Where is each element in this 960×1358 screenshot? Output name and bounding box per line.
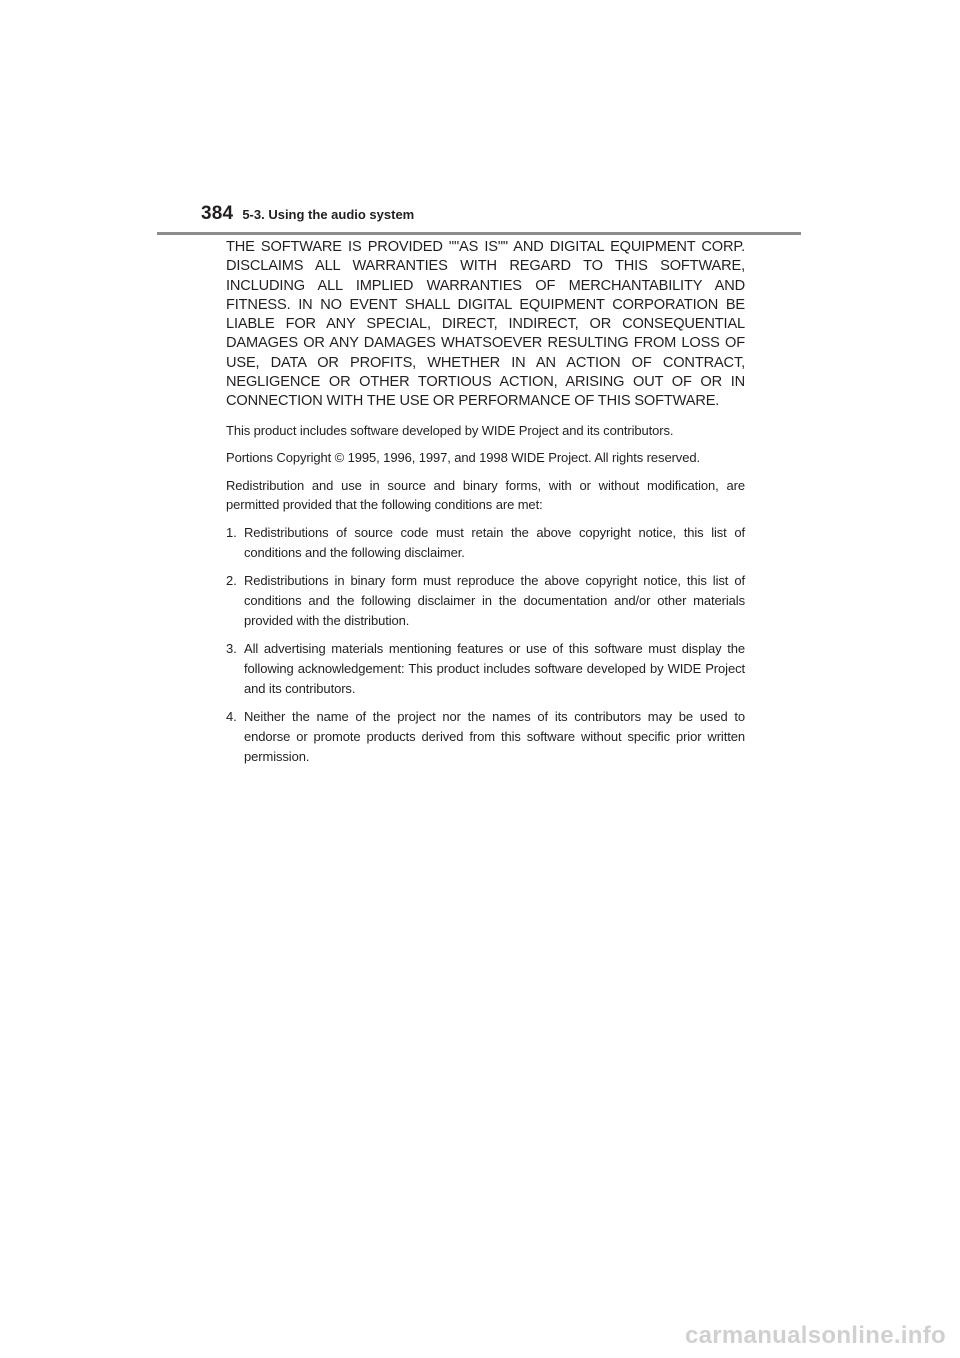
page-number: 384 (201, 203, 234, 224)
page-content (226, 238, 745, 775)
list-item-text: All advertising materials mentioning features or use of this software must display the following acknowledgement: This product includes software developed by WIDE Project and its contributors. (244, 640, 745, 696)
redistribution-intro: Redistribution and use in source and binary forms, with or without modification, are permitted provided that the following conditions are met: (226, 477, 745, 513)
list-item-text: Redistributions in binary form must reproduce the above copyright notice, this list of conditions and the following disclaimer in the documentation and/or other materials provided with the distribution. (244, 572, 745, 628)
copyright-notice: Portions Copyright © 1995, 1996, 1997, and 1998 WIDE Project. All rights reserved. (226, 450, 700, 466)
header-divider (157, 232, 801, 235)
list-item (226, 707, 745, 767)
warranty-disclaimer: THE SOFTWARE IS PROVIDED ""AS IS"" AND DIGITAL EQUIPMENT CORP. DISCLAIMS ALL WARRANTIES WITH REGARD TO THIS SOFTWARE, INCLUDING ALL IMPLIED WARRANTIES OF MERCHANTABILITY AND FITNESS. IN NO EVENT SHALL DIGITAL EQUIPMENT CORPORATION BE LIABLE FOR ANY SPECIAL, DIRECT, INDIRECT, OR CONSEQUENTIAL DAMAGES OR ANY DAMAGES WHATSOEVER RESULTING FROM LOSS OF USE, DATA OR PROFITS, WHETHER IN AN ACTION OF CONTRACT, NEGLIGENCE OR OTHER TORTIOUS ACTION, ARISING OUT OF OR IN CONNECTION WITH THE USE OR PERFORMANCE OF THIS SOFTWARE. (226, 239, 745, 410)
product-note: This product includes software developed by WIDE Project and its contributors. (226, 422, 674, 438)
site-watermark: carmanualsonline.info (684, 1322, 946, 1349)
list-item (226, 571, 745, 631)
section-title: 5-3. Using the audio system (242, 207, 415, 222)
list-item-number: 1. (226, 524, 237, 540)
list-item-text: Redistributions of source code must retain the above copyright notice, this list of conditions and the following disclaimer. (244, 524, 745, 560)
list-item (226, 639, 745, 699)
list-item-number: 4. (226, 708, 237, 724)
list-item-number: 2. (226, 572, 237, 588)
list-item-number: 3. (226, 640, 237, 656)
list-item (226, 523, 745, 563)
list-item-text: Neither the name of the project nor the names of its contributors may be used to endorse or promote products derived from this software without specific prior written permission. (244, 708, 745, 764)
conditions-list (226, 523, 745, 767)
page-header (201, 203, 414, 233)
